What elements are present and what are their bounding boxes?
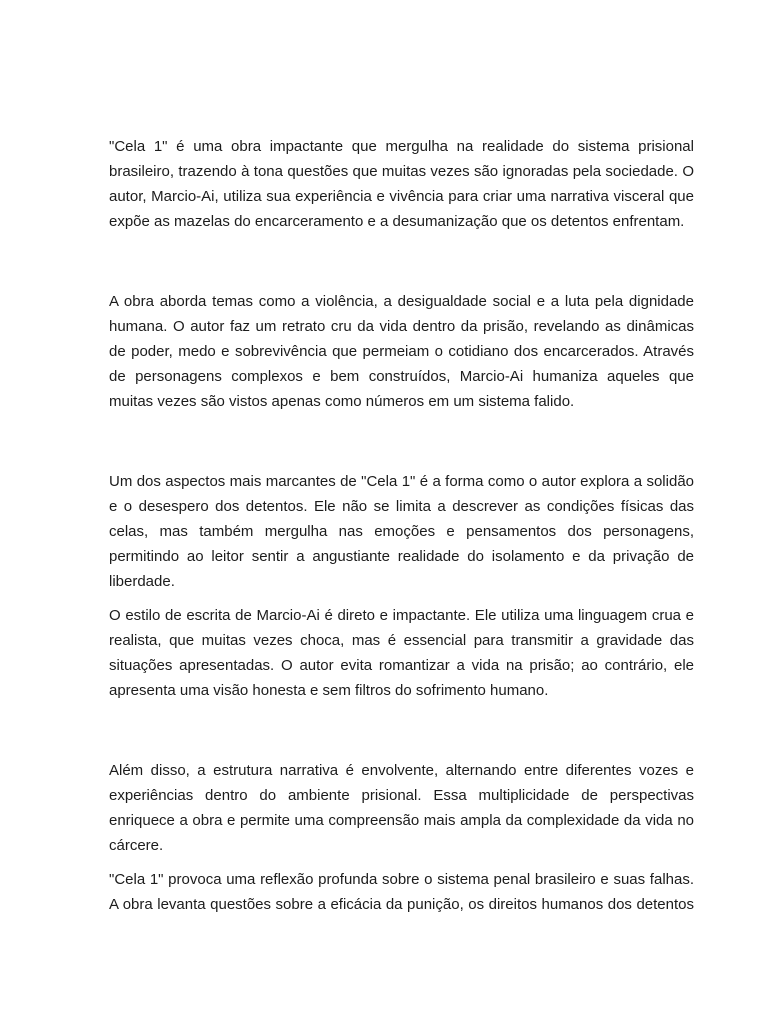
paragraph-4: O estilo de escrita de Marcio-Ai é direto e impactante. Ele utiliza uma linguagem crua e realista, que muitas vezes choca, mas é essencial para transmitir a gravidade das situações apresentadas. O autor evita romantizar a vida na prisão; ao contrário, ele apresenta uma visão honesta e sem filtros do sofrimento humano. [109, 607, 694, 699]
paragraph-6: "Cela 1" provoca uma reflexão profunda sobre o sistema penal brasileiro e suas falhas. A obra levanta questões sobre a eficácia da punição, os direitos humanos dos detentos [109, 871, 694, 913]
document-body [109, 134, 694, 917]
paragraph-2: A obra aborda temas como a violência, a desigualdade social e a luta pela dignidade humana. O autor faz um retrato cru da vida dentro da prisão, revelando as dinâmicas de poder, medo e sobrevivência que permeiam o cotidiano dos encarcerados. Através de personagens complexos e bem construídos, Marcio-Ai humaniza aqueles que muitas vezes são vistos apenas como números em um sistema falido. [109, 293, 694, 410]
paragraph-5: Além disso, a estrutura narrativa é envolvente, alternando entre diferentes vozes e experiências dentro do ambiente prisional. Essa multiplicidade de perspectivas enriquece a obra e permite uma compreensão mais ampla da complexidade da vida no cárcere. [109, 762, 694, 854]
paragraph-1: "Cela 1" é uma obra impactante que mergulha na realidade do sistema prisional brasileiro, trazendo à tona questões que muitas vezes são ignoradas pela sociedade. O autor, Marcio-Ai, utiliza sua experiência e vivência para criar uma narrativa visceral que expõe as mazelas do encarceramento e a desumanização que os detentos enfrentam. [109, 138, 694, 230]
paragraph-3: Um dos aspectos mais marcantes de "Cela 1" é a forma como o autor explora a solidão e o desespero dos detentos. Ele não se limita a descrever as condições físicas das celas, mas também mergulha nas emoções e pensamentos dos personagens, permitindo ao leitor sentir a angustiante realidade do isolamento e da privação de liberdade. [109, 473, 694, 590]
